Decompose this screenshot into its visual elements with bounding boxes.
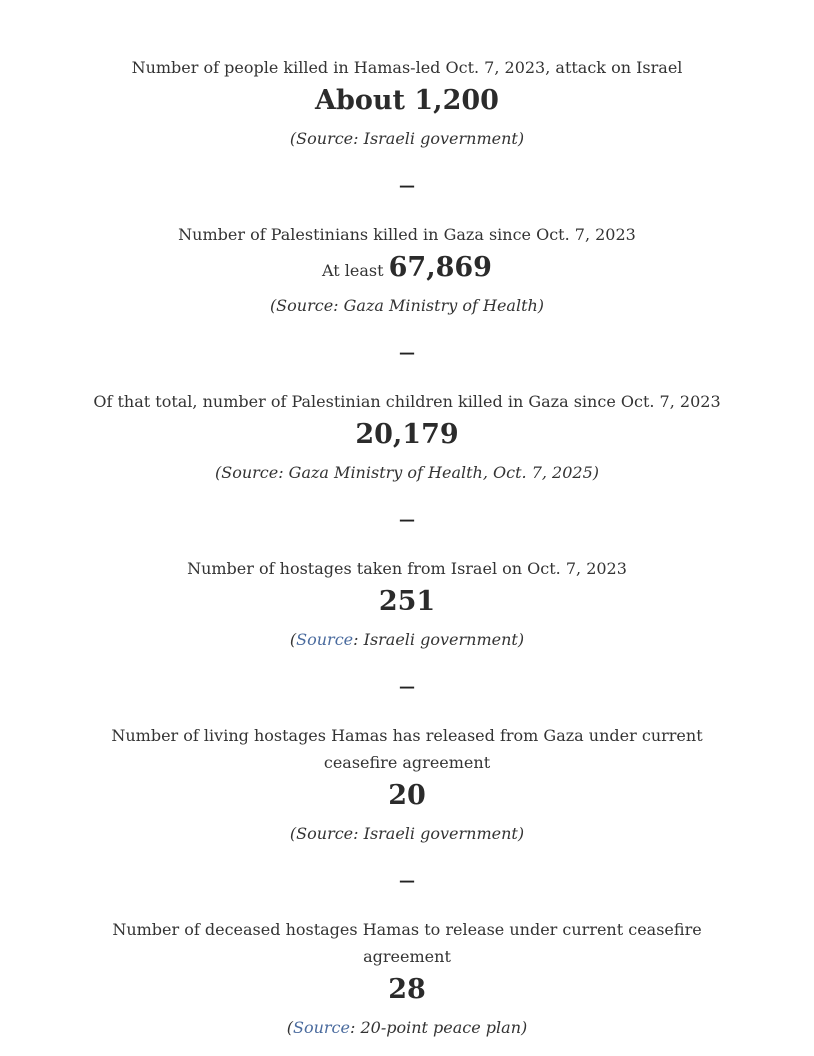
- source-link[interactable]: Source: [296, 630, 354, 649]
- stat-source-text: (Source: Gaza Ministry of Health, Oct. 7, 2025): [214, 463, 600, 482]
- stat-section-living-hostages-released: [57, 722, 757, 847]
- stat-value: [57, 83, 757, 122]
- section-divider: —: [399, 510, 415, 529]
- stat-heading: [57, 916, 757, 970]
- stat-value-number: 67,869: [388, 252, 492, 283]
- stats-page: [57, 0, 757, 1056]
- stat-heading: [57, 555, 757, 582]
- stat-source: [57, 459, 757, 486]
- stat-heading-line: Number of deceased hostages Hamas to release under current ceasefire: [112, 920, 702, 939]
- stat-value: [57, 778, 757, 817]
- stat-section-deceased-hostages-release: [57, 916, 757, 1041]
- stat-source: [57, 626, 757, 653]
- stat-source: [57, 125, 757, 152]
- stat-source-text: : 20-point peace plan): [349, 1018, 528, 1037]
- stat-heading-line: Number of people killed in Hamas-led Oct. 7, 2023, attack on Israel: [131, 58, 683, 77]
- stat-section-killed-israel: [57, 54, 757, 152]
- stat-value-number: 20: [388, 780, 426, 811]
- stat-heading-line: Number of hostages taken from Israel on Oct. 7, 2023: [187, 559, 627, 578]
- stat-heading-line: agreement: [363, 947, 451, 966]
- stat-source: [57, 292, 757, 319]
- stat-heading: [57, 221, 757, 248]
- stat-source-text: (Source: Gaza Ministry of Health): [269, 296, 545, 315]
- stat-heading-line: ceasefire agreement: [323, 753, 491, 772]
- stat-source-text: (Source: Israeli government): [289, 129, 525, 148]
- stat-value: [57, 972, 757, 1011]
- stat-heading: [57, 722, 757, 776]
- stat-value-prefix: At least: [322, 261, 389, 280]
- stat-value: [57, 584, 757, 623]
- stat-source: [57, 1014, 757, 1041]
- stat-source-text: (: [289, 630, 297, 649]
- stat-heading: [57, 54, 757, 81]
- source-link[interactable]: Source: [293, 1018, 350, 1037]
- stat-value: [57, 250, 757, 289]
- stat-source-text: : Israeli government): [353, 630, 525, 649]
- stat-section-hostages-taken: [57, 555, 757, 653]
- section-divider: —: [399, 677, 415, 696]
- stat-section-children-killed-gaza: [57, 388, 757, 486]
- stat-value: [57, 417, 757, 456]
- section-divider: —: [399, 871, 415, 890]
- section-divider: —: [399, 176, 415, 195]
- stat-heading-line: Number of Palestinians killed in Gaza since Oct. 7, 2023: [178, 225, 636, 244]
- stat-section-killed-gaza: [57, 221, 757, 319]
- stat-value-number: 28: [388, 974, 426, 1005]
- stat-heading-line: Of that total, number of Palestinian children killed in Gaza since Oct. 7, 2023: [93, 392, 721, 411]
- stat-value-number: About 1,200: [315, 85, 499, 116]
- stat-heading-line: Number of living hostages Hamas has released from Gaza under current: [111, 726, 703, 745]
- stat-value-number: 251: [378, 586, 436, 617]
- stat-heading: [57, 388, 757, 415]
- stat-source-text: (: [286, 1018, 293, 1037]
- stat-value-number: 20,179: [355, 419, 459, 450]
- stat-source: [57, 820, 757, 847]
- stat-source-text: (Source: Israeli government): [289, 824, 525, 843]
- section-divider: —: [399, 343, 415, 362]
